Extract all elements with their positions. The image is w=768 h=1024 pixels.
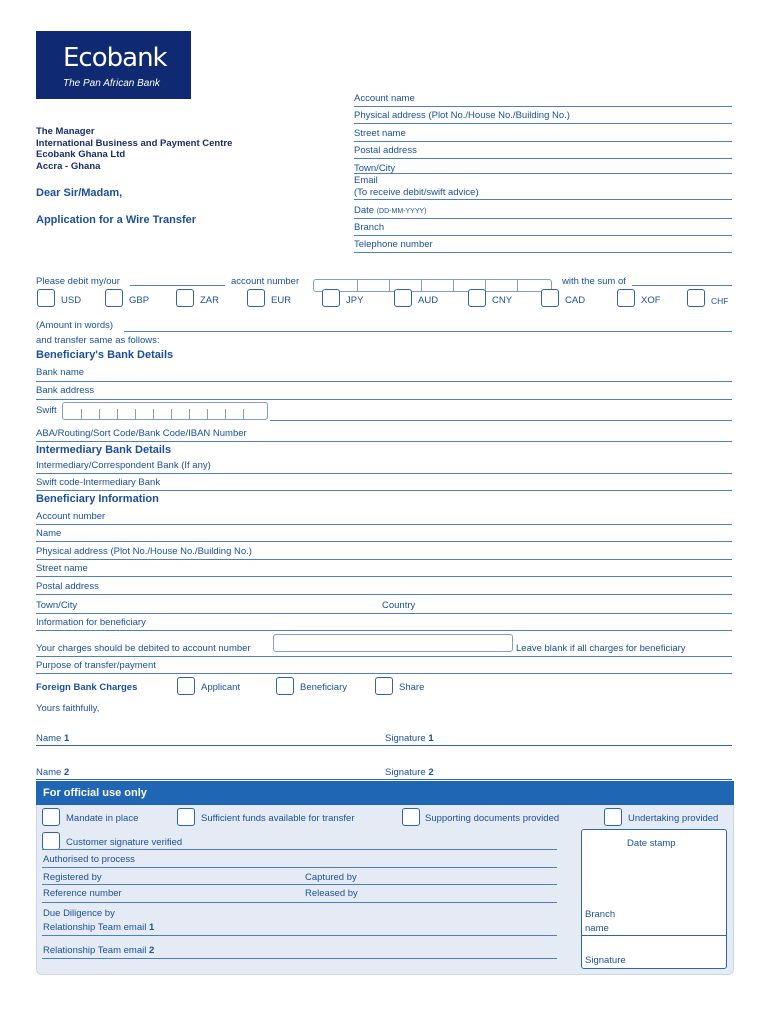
name-1-label xyxy=(36,733,69,744)
branch-field[interactable] xyxy=(354,235,732,236)
signature-2-number: 2 xyxy=(428,767,434,778)
currency-jpy: JPY xyxy=(346,295,364,306)
date-field[interactable] xyxy=(354,218,732,219)
docs-checkbox[interactable] xyxy=(402,808,420,826)
currency-cad: CAD xyxy=(565,295,586,306)
addressee-line4: Accra - Ghana xyxy=(36,161,101,172)
registered-label: Registered by xyxy=(43,872,102,883)
applicant-checkbox[interactable] xyxy=(177,677,195,695)
town-city-field[interactable] xyxy=(354,173,732,174)
intermediary-bank-field[interactable] xyxy=(36,473,732,474)
docs-label: Supporting documents provided xyxy=(425,813,560,824)
email-note: (To receive debit/swift advice) xyxy=(354,187,479,198)
customer-sig-label: Customer signature verified xyxy=(66,837,183,848)
intermediary-swift-field[interactable] xyxy=(36,490,732,491)
street-name-field[interactable] xyxy=(354,141,732,142)
intermediary-title: Intermediary Bank Details xyxy=(36,444,172,456)
applicant-option: Applicant xyxy=(201,682,241,693)
beneficiary-town-label: Town/City xyxy=(36,600,78,611)
captured-label: Captured by xyxy=(305,872,357,883)
eur-checkbox[interactable] xyxy=(247,289,265,307)
customer-sig-line xyxy=(42,849,557,850)
account-name-field[interactable] xyxy=(354,106,732,107)
beneficiary-name-field[interactable] xyxy=(36,541,732,542)
bank-address-label: Bank address xyxy=(36,385,95,396)
currency-aud: AUD xyxy=(418,295,439,306)
beneficiary-account-field[interactable] xyxy=(36,524,732,525)
street-name-label: Street name xyxy=(354,128,406,139)
debit-name-field[interactable] xyxy=(130,285,225,286)
purpose-label: Purpose of transfer/payment xyxy=(36,660,156,671)
rt-email-1-number: 1 xyxy=(148,922,155,933)
currency-chf: CHF xyxy=(711,296,729,306)
currency-cny: CNY xyxy=(492,295,513,306)
salutation: Dear Sir/Madam, xyxy=(36,187,123,199)
funds-checkbox[interactable] xyxy=(177,808,195,826)
logo-tagline: The Pan African Bank xyxy=(63,78,160,89)
bank-name-label: Bank name xyxy=(36,367,85,378)
aba-label: ABA/Routing/Sort Code/Bank Code/IBAN Number xyxy=(36,428,247,439)
addressee-line1: The Manager xyxy=(36,126,95,137)
with-sum-label: with the sum of xyxy=(562,276,626,287)
signatory-2-line[interactable] xyxy=(36,779,732,780)
logo-wordmark: Ecobank xyxy=(63,43,167,73)
undertaking-label: Undertaking provided xyxy=(628,813,719,824)
beneficiary-checkbox[interactable] xyxy=(276,677,294,695)
beneficiary-name-label: Name xyxy=(36,528,62,539)
signatory-1-line[interactable] xyxy=(36,745,732,746)
sum-field[interactable] xyxy=(632,285,732,286)
stamp-name-label: name xyxy=(585,923,609,934)
cad-checkbox[interactable] xyxy=(541,289,559,307)
customer-sig-checkbox[interactable] xyxy=(42,832,60,850)
beneficiary-street-label: Street name xyxy=(36,563,88,574)
subject: Application for a Wire Transfer xyxy=(36,214,197,226)
currency-eur: EUR xyxy=(271,295,292,306)
rt-email-1-label xyxy=(43,922,154,933)
currency-usd: USD xyxy=(61,295,82,306)
beneficiary-postal-field[interactable] xyxy=(36,594,732,595)
registered-captured-field[interactable] xyxy=(42,884,557,885)
account-number-label: account number xyxy=(231,276,300,287)
physical-address-label: Physical address (Plot No./House No./Building No.) xyxy=(354,110,570,121)
addressee-line3: Ecobank Ghana Ltd xyxy=(36,149,126,160)
swift-label: Swift xyxy=(36,405,57,416)
authorised-label: Authorised to process xyxy=(43,854,135,865)
town-city-label: Town/City xyxy=(354,163,396,174)
undertaking-checkbox[interactable] xyxy=(604,808,622,826)
beneficiary-country-label: Country xyxy=(382,600,416,611)
name-1-text: Name xyxy=(36,733,62,744)
postal-address-field[interactable] xyxy=(354,158,732,159)
charges-line xyxy=(36,656,732,657)
debit-account-number-field[interactable] xyxy=(313,279,552,292)
beneficiary-info-field[interactable] xyxy=(36,630,732,631)
rt-email-1-text: Relationship Team email xyxy=(43,922,147,933)
aba-field[interactable] xyxy=(36,441,732,442)
closing: Yours faithfully, xyxy=(36,703,100,714)
name-2-number: 2 xyxy=(63,767,70,778)
addressee-line2: International Business and Payment Centre xyxy=(36,138,233,149)
mandate-checkbox[interactable] xyxy=(42,808,60,826)
beneficiary-bank-title: Beneficiary's Bank Details xyxy=(36,349,174,361)
authorised-field[interactable] xyxy=(42,867,557,868)
swift-line xyxy=(270,420,732,421)
branch-label: Branch xyxy=(354,222,385,233)
official-use-title: For official use only xyxy=(43,787,147,799)
intermediary-swift-label: Swift code-Intermediary Bank xyxy=(36,477,161,488)
amount-in-words-label: (Amount in words) xyxy=(36,320,114,331)
signature-1-number: 1 xyxy=(428,733,434,744)
swift-field[interactable] xyxy=(62,402,268,420)
telephone-field[interactable] xyxy=(354,252,732,253)
amount-in-words-field[interactable] xyxy=(124,331,732,332)
beneficiary-address-field[interactable] xyxy=(36,559,732,560)
stamp-signature-label: Signature xyxy=(585,955,626,966)
currency-zar: ZAR xyxy=(200,295,219,306)
currency-gbp: GBP xyxy=(129,295,150,306)
currency-xof: XOF xyxy=(641,295,661,306)
foreign-charges-label: Foreign Bank Charges xyxy=(36,682,138,693)
cny-checkbox[interactable] xyxy=(468,289,486,307)
beneficiary-account-label: Account number xyxy=(36,511,106,522)
zar-checkbox[interactable] xyxy=(176,289,194,307)
signature-1-label xyxy=(385,733,434,744)
intermediary-bank-label: Intermediary/Correspondent Bank (If any) xyxy=(36,460,211,471)
date-label xyxy=(354,205,427,216)
beneficiary-title: Beneficiary Information xyxy=(36,493,159,505)
reference-label: Reference number xyxy=(43,888,122,899)
name-2-label xyxy=(36,767,69,778)
due-diligence-label: Due Diligence by xyxy=(43,908,115,919)
date-format: (DD-MM-YYYY) xyxy=(376,208,427,215)
date-label-text: Date xyxy=(354,205,375,216)
ecobank-logo xyxy=(36,31,191,99)
mandate-label: Mandate in place xyxy=(66,813,139,824)
xof-checkbox[interactable] xyxy=(617,289,635,307)
beneficiary-info-label: Information for beneficiary xyxy=(36,617,146,628)
email-label: Email xyxy=(354,175,378,186)
official-use-header xyxy=(36,781,734,805)
bank-address-field[interactable] xyxy=(36,399,732,400)
date-stamp-label: Date stamp xyxy=(627,838,676,849)
beneficiary-option: Beneficiary xyxy=(300,682,347,693)
stamp-branch-label: Branch xyxy=(585,909,616,920)
charges-account-field[interactable] xyxy=(273,634,513,652)
name-1-number: 1 xyxy=(63,733,70,744)
email-field[interactable] xyxy=(354,199,732,200)
beneficiary-postal-label: Postal address xyxy=(36,581,99,592)
funds-label: Sufficient funds available for transfer xyxy=(201,813,355,824)
share-checkbox[interactable] xyxy=(375,677,393,695)
rt-email-2-label xyxy=(43,945,154,956)
beneficiary-address-label: Physical address (Plot No./House No./Building No.) xyxy=(36,546,252,557)
rt-email-1-field[interactable] xyxy=(42,935,557,936)
stamp-divider xyxy=(582,935,726,936)
charges-account-label: Your charges should be debited to account number xyxy=(36,643,251,654)
released-label: Released by xyxy=(305,888,358,899)
name-2-text: Name xyxy=(36,767,62,778)
signature-2-text: Signature xyxy=(385,767,426,778)
beneficiary-town-country-field[interactable] xyxy=(36,613,732,614)
rt-email-2-field[interactable] xyxy=(42,958,557,959)
rt-email-2-number: 2 xyxy=(148,945,155,956)
date-stamp-box[interactable] xyxy=(581,829,727,969)
gbp-checkbox[interactable] xyxy=(105,289,123,307)
aud-checkbox[interactable] xyxy=(394,289,412,307)
postal-address-label: Postal address xyxy=(354,145,417,156)
transfer-follows-label: and transfer same as follows: xyxy=(36,335,160,346)
please-debit-label: Please debit my/our xyxy=(36,276,120,287)
physical-address-field[interactable] xyxy=(354,123,732,124)
purpose-field[interactable] xyxy=(36,673,732,674)
signature-1-text: Signature xyxy=(385,733,426,744)
account-name-label: Account name xyxy=(354,93,415,104)
leave-blank-note: Leave blank if all charges for beneficiary xyxy=(516,643,686,654)
bank-name-field[interactable] xyxy=(36,381,732,382)
reference-released-field[interactable] xyxy=(42,902,557,903)
rt-email-2-text: Relationship Team email xyxy=(43,945,147,956)
beneficiary-street-field[interactable] xyxy=(36,576,732,577)
share-option: Share xyxy=(399,682,425,693)
signature-2-label xyxy=(385,767,434,778)
usd-checkbox[interactable] xyxy=(37,289,55,307)
jpy-checkbox[interactable] xyxy=(322,289,340,307)
chf-checkbox[interactable] xyxy=(687,289,705,307)
telephone-label: Telephone number xyxy=(354,239,433,250)
